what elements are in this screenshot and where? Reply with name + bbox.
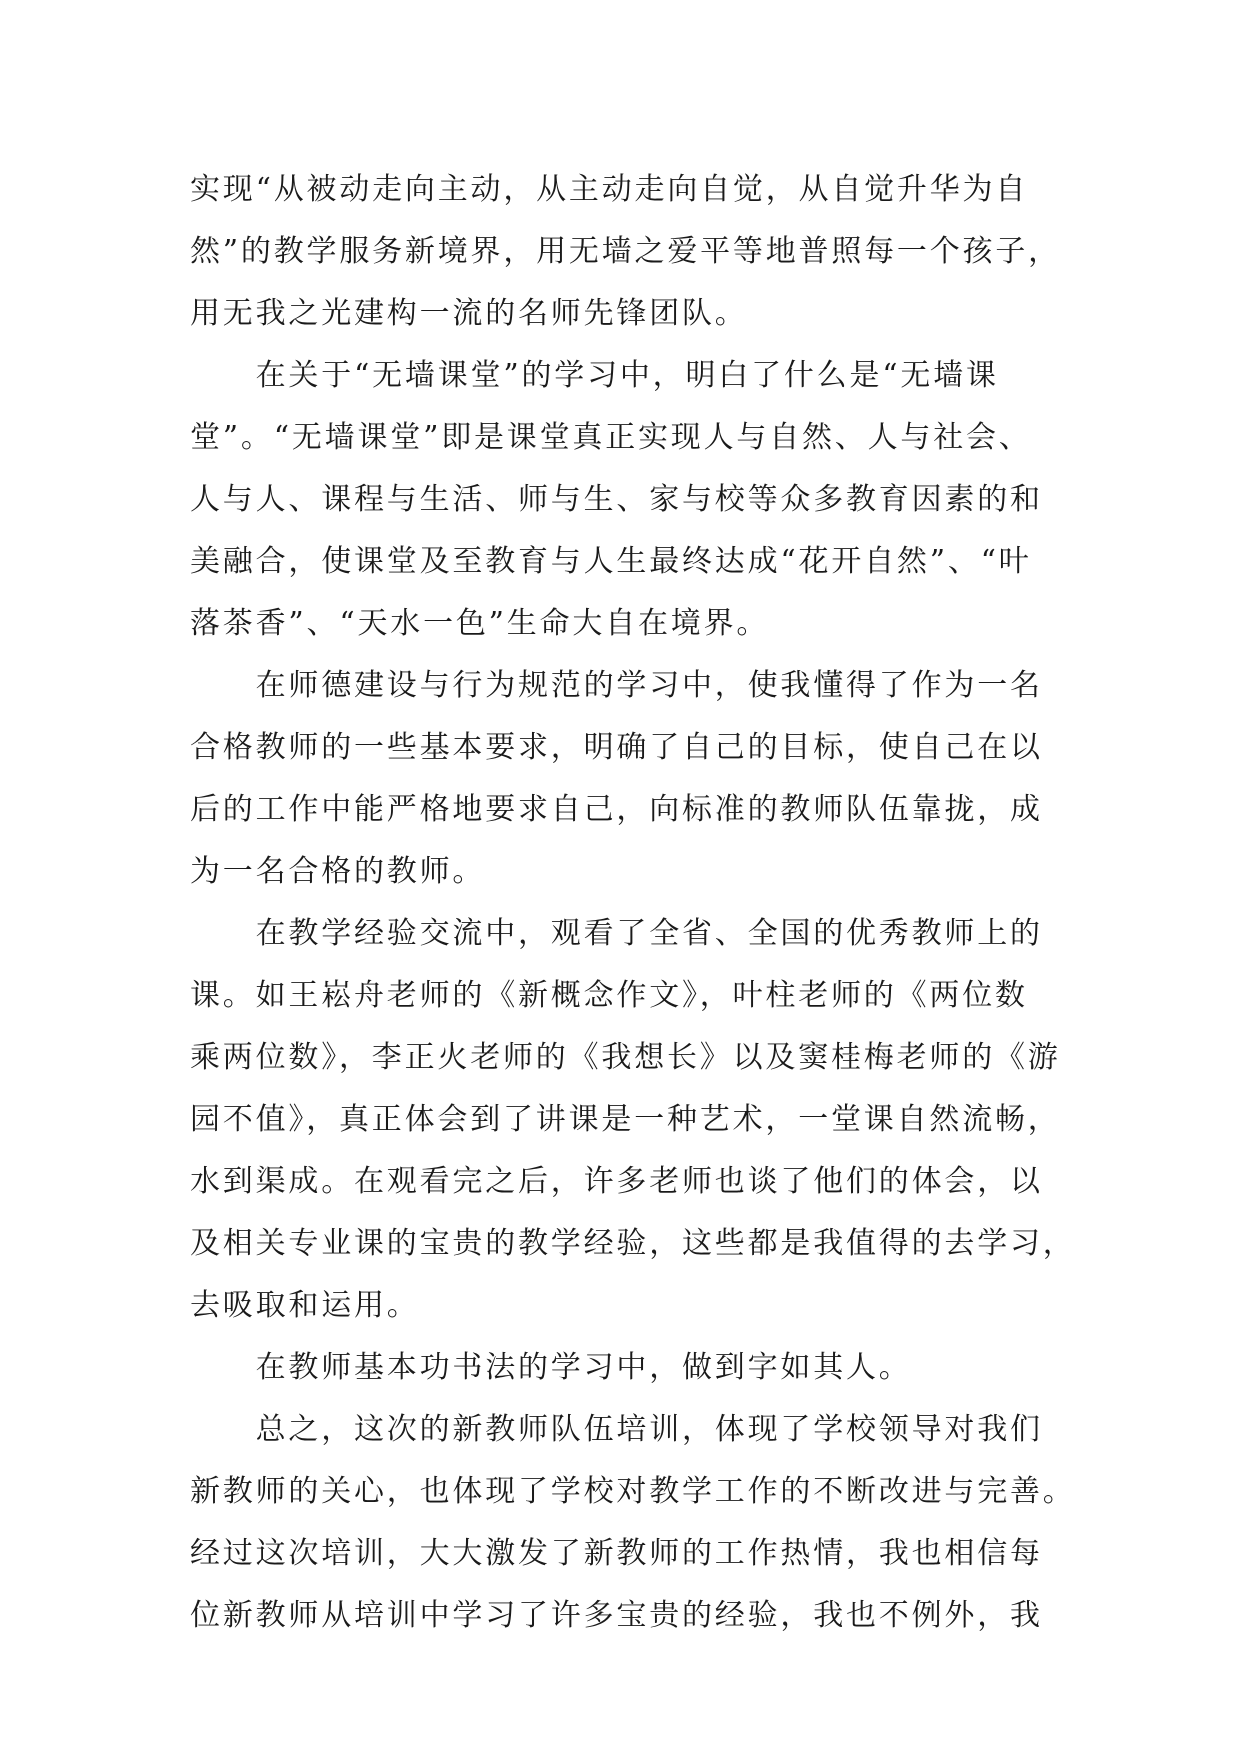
text-line: 后的工作中能严格地要求自己，向标准的教师队伍靠拢，成 [190, 792, 1043, 827]
paragraph-1 [190, 159, 1061, 345]
text-line: 人与人、课程与生活、师与生、家与校等众多教育因素的和 [190, 482, 1043, 517]
text-line: 为一名合格的教师。 [190, 854, 486, 889]
text-line: 经过这次培训，大大激发了新教师的工作热情，我也相信每 [190, 1536, 1043, 1571]
text-line: 用无我之光建构一流的名师先锋团队。 [190, 296, 748, 331]
text-line: 位新教师从培训中学习了许多宝贵的经验，我也不例外，我 [190, 1598, 1043, 1633]
paragraph-6 [190, 1399, 1076, 1647]
text-line: 落茶香”、“天水一色”生命大自在境界。 [190, 606, 770, 641]
text-line: 在关于“无墙课堂”的学习中，明白了什么是“无墙课 [190, 358, 999, 393]
paragraph-3 [190, 655, 1050, 903]
text-line: 水到渠成。在观看完之后，许多老师也谈了他们的体会，以 [190, 1164, 1043, 1199]
paragraph-5 [190, 1337, 1050, 1399]
text-line: 在教学经验交流中，观看了全省、全国的优秀教师上的 [190, 916, 1043, 951]
paragraph-2 [190, 345, 1050, 655]
text-line: 在师德建设与行为规范的学习中，使我懂得了作为一名 [190, 668, 1043, 703]
text-line: 园不值》，真正体会到了讲课是一种艺术，一堂课自然流畅， [190, 1102, 1061, 1137]
text-line: 合格教师的一些基本要求，明确了自己的目标，使自己在以 [190, 730, 1043, 765]
text-line: 在教师基本功书法的学习中，做到字如其人。 [190, 1350, 912, 1385]
paragraph-4 [190, 903, 1076, 1337]
text-line: 然”的教学服务新境界，用无墙之爱平等地普照每一个孩子， [190, 234, 1061, 269]
text-line: 总之，这次的新教师队伍培训，体现了学校领导对我们 [190, 1412, 1043, 1447]
text-line: 堂”。“无墙课堂”即是课堂真正实现人与自然、人与社会、 [190, 420, 1032, 455]
text-line: 新教师的关心，也体现了学校对教学工作的不断改进与完善。 [190, 1474, 1076, 1509]
text-line: 美融合，使课堂及至教育与人生最终达成“花开自然”、“叶 [190, 544, 1032, 579]
text-line: 去吸取和运用。 [190, 1288, 420, 1323]
text-line: 课。如王崧舟老师的《新概念作文》，叶柱老师的《两位数 [190, 978, 1028, 1013]
text-line: 乘两位数》，李正火老师的《我想长》以及窦桂梅老师的《游 [190, 1040, 1061, 1075]
text-line: 及相关专业课的宝贵的教学经验，这些都是我值得的去学习， [190, 1226, 1076, 1261]
document-body [190, 159, 1076, 1647]
text-line: 实现“从被动走向主动，从主动走向自觉，从自觉升华为自 [190, 172, 1029, 207]
